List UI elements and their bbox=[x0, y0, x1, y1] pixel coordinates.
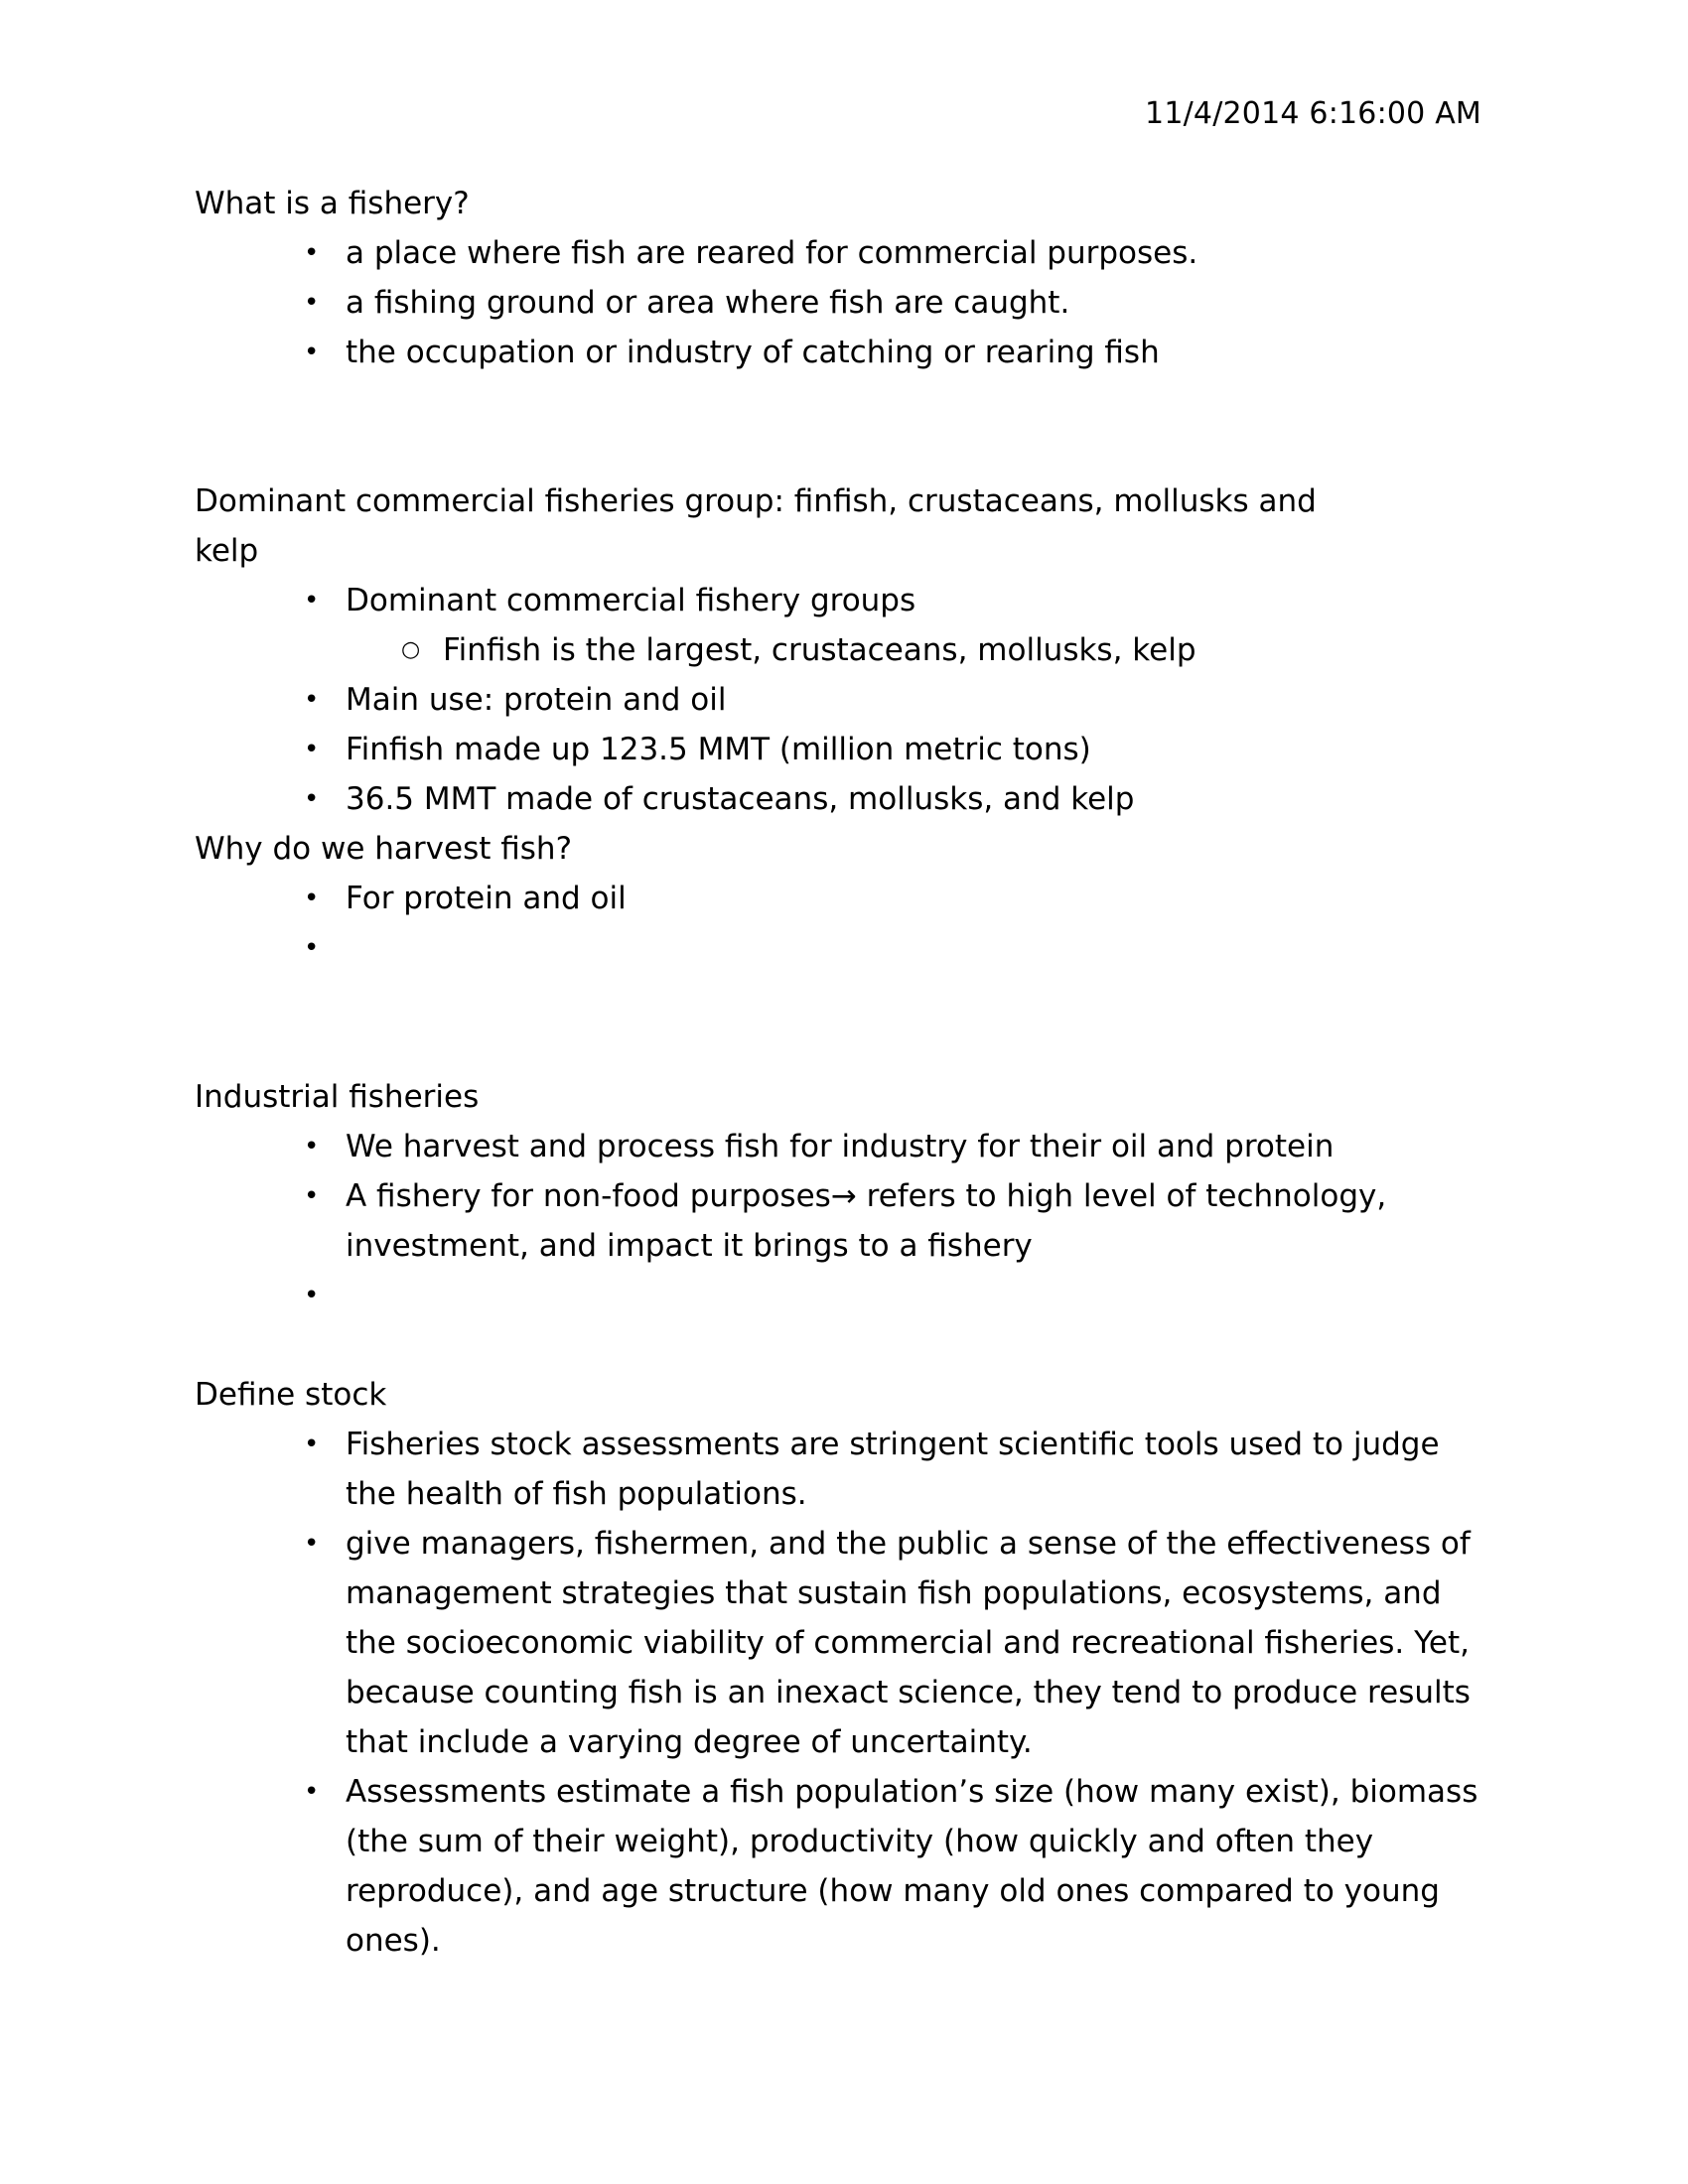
disc-bullet-icon: • bbox=[304, 1132, 320, 1161]
sub-list-item bbox=[195, 625, 1485, 675]
list-item-text: Finfish made up 123.5 MMT (million metric tons) bbox=[346, 732, 1091, 767]
list-item bbox=[195, 923, 1485, 973]
disc-bullet-icon: • bbox=[304, 685, 320, 715]
list-item bbox=[195, 675, 1485, 725]
list-item-text: a place where fish are reared for commercial purposes. bbox=[346, 235, 1198, 271]
list-item bbox=[195, 874, 1485, 923]
list-item-text: Assessments estimate a fish population’s size (how many exist), biomass (the sum of their weight), productivity (how quickly and often they reproduce), and age structure (how many old ones compared to young ones). bbox=[346, 1774, 1478, 1959]
list-item-text: Main use: protein and oil bbox=[346, 682, 727, 718]
disc-bullet-icon: • bbox=[304, 735, 320, 764]
circle-bullet-icon: ○ bbox=[401, 637, 421, 662]
disc-bullet-icon: • bbox=[304, 884, 320, 913]
list-item bbox=[195, 1519, 1485, 1767]
list-item bbox=[195, 725, 1485, 774]
list-item-text: For protein and oil bbox=[346, 881, 627, 916]
list-item bbox=[195, 576, 1485, 625]
list-item bbox=[195, 774, 1485, 824]
list-item bbox=[195, 1420, 1485, 1519]
disc-bullet-icon: • bbox=[304, 1430, 320, 1459]
list-item-text: Finfish is the largest, crustaceans, mollusks, kelp bbox=[443, 632, 1196, 668]
list-item-text: 36.5 MMT made of crustaceans, mollusks, and kelp bbox=[346, 781, 1135, 817]
list-item bbox=[195, 278, 1485, 328]
list-item-text: A fishery for non-food purposes→ refers to high level of technology, investment, and impact it brings to a fishery bbox=[346, 1178, 1387, 1264]
paragraph-spacer bbox=[195, 377, 1485, 477]
list-item-text: Dominant commercial fishery groups bbox=[346, 583, 916, 618]
list-item bbox=[195, 1171, 1485, 1271]
disc-bullet-icon: • bbox=[304, 784, 320, 814]
list-item-text: a fishing ground or area where fish are caught. bbox=[346, 285, 1070, 321]
list-item bbox=[195, 1122, 1485, 1171]
document-body bbox=[195, 179, 1485, 1966]
list-item bbox=[195, 1767, 1485, 1966]
paragraph-spacer bbox=[195, 1320, 1485, 1370]
section-heading: Industrial fisheries bbox=[195, 1079, 480, 1115]
paragraph-spacer bbox=[195, 973, 1485, 1072]
section-heading: Define stock bbox=[195, 1377, 387, 1413]
disc-bullet-icon: • bbox=[304, 1181, 320, 1211]
disc-bullet-icon: • bbox=[304, 1281, 320, 1310]
list-item bbox=[195, 1271, 1485, 1320]
list-item-text: We harvest and process fish for industry for their oil and protein bbox=[346, 1129, 1335, 1164]
list-item bbox=[195, 328, 1485, 377]
list-item-text: Fisheries stock assessments are stringent scientific tools used to judge the health of fish populations. bbox=[346, 1427, 1440, 1512]
disc-bullet-icon: • bbox=[304, 1529, 320, 1559]
list-item-text: give managers, fishermen, and the public a sense of the effectiveness of management strategies that sustain fish populations, ecosystems, and the socioeconomic viability of commercial and recreational fisheries. Yet, because counting fish is an inexact science, they tend to produce results that include a varying degree of uncertainty. bbox=[346, 1526, 1471, 1760]
disc-bullet-icon: • bbox=[304, 238, 320, 268]
disc-bullet-icon: • bbox=[304, 933, 320, 963]
disc-bullet-icon: • bbox=[304, 586, 320, 615]
disc-bullet-icon: • bbox=[304, 288, 320, 318]
list-item-text: the occupation or industry of catching or rearing fish bbox=[346, 335, 1160, 370]
section-heading: Why do we harvest fish? bbox=[195, 831, 573, 867]
section-heading: Dominant commercial fisheries group: finfish, crustaceans, mollusks and kelp bbox=[195, 483, 1317, 569]
list-item bbox=[195, 228, 1485, 278]
disc-bullet-icon: • bbox=[304, 1777, 320, 1807]
section-heading: What is a fishery? bbox=[195, 186, 470, 221]
document-timestamp: 11/4/2014 6:16:00 AM bbox=[1145, 96, 1481, 131]
disc-bullet-icon: • bbox=[304, 338, 320, 367]
